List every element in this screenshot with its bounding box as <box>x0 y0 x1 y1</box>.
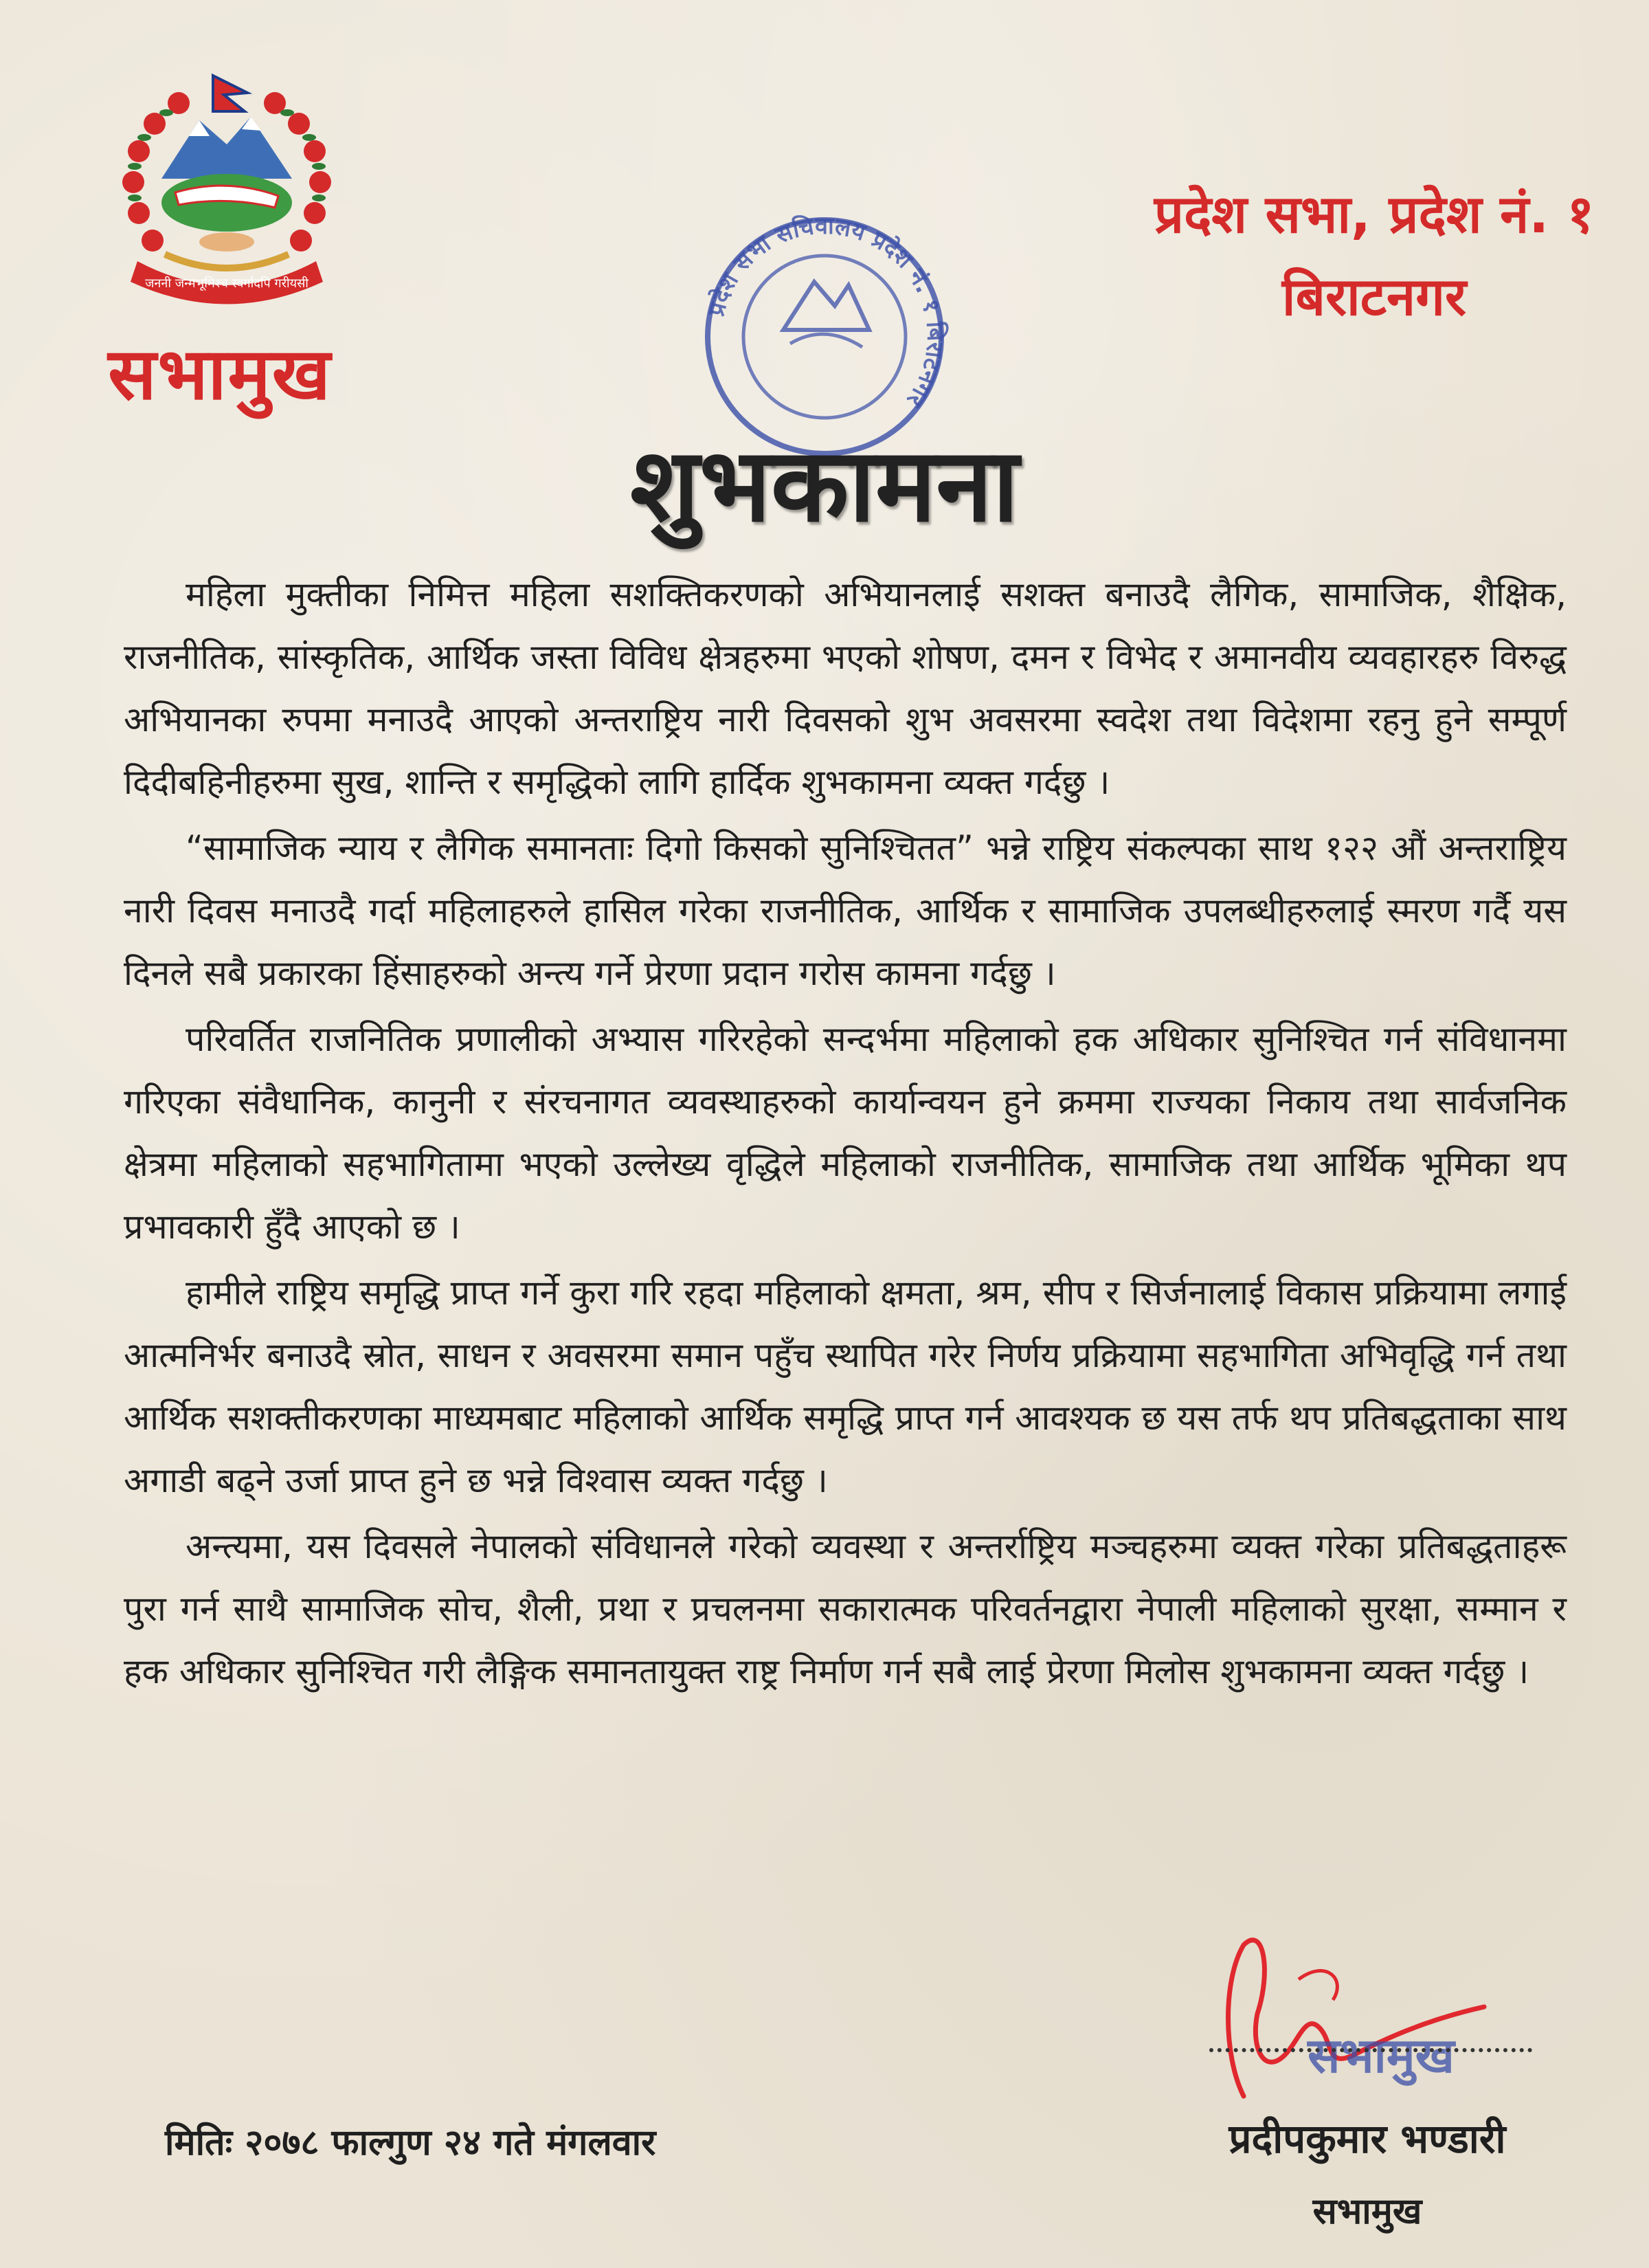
signature-stamp-text: सभामुख <box>1308 2027 1455 2084</box>
seal-text: प्रदेश सभा सचिवालय प्रदेश नं. १ बिराटनगर <box>702 212 950 412</box>
emblem-motto: जननी जन्मभूमिश्च स्वर्गादपि गरीयसी <box>145 276 309 291</box>
svg-text:प्रदेश सभा सचिवालय प्रदेश नं. <box>702 212 950 412</box>
nepal-emblem-icon <box>89 55 364 323</box>
office-location: बिराटनगर <box>1281 266 1467 327</box>
paragraph-3: परिवर्तित राजनितिक प्रणालीको अभ्यास गरिरहेको सन्दर्भमा महिलाको हक अधिकार सुनिश्चित गर्न संविधानमा गरिएका संवैधानिक, कानुनी र संरचनागत व्यवस्थाहरुको कार्यान्वयन हुने क्रममा राज्यका निकाय तथा सार्वजनिक क्षेत्रमा महिलाको सहभागितामा भएको उल्लेख्य वृद्धिले महिलाको राजनीतिक, सामाजिक तथा आर्थिक भूमिका थप प्रभावकारी हुँदै आएको छ । <box>124 1019 1567 1247</box>
letter-body <box>124 564 1567 1706</box>
paragraph-1: महिला मुक्तीका निमित्त महिला सशक्तिकरणको अभियानलाई सशक्त बनाउदै लैगिक, सामाजिक, शैक्षिक, राजनीतिक, सांस्कृतिक, आर्थिक जस्ता विविध क्षेत्रहरुमा भएको शोषण, दमन र विभेद र अमानवीय व्यवहारहरु विरुद्ध अभियानका रुपमा मनाउदै आएको अन्तराष्ट्रिय नारी दिवसको शुभ अवसरमा स्वदेश तथा विदेशमा रहनु हुने सम्पूर्ण दिदीबहिनीहरुमा सुख, शान्ति र समृद्धिको लागि हार्दिक शुभकामना व्यक्त गर्दछु । <box>124 575 1567 802</box>
signature-icon <box>1196 1917 1553 2124</box>
paragraph-4: हामीले राष्ट्रिय समृद्धि प्राप्त गर्ने कुरा गरि रहदा महिलाको क्षमता, श्रम, सीप र सिर्जनालाई विकास प्रक्रियामा लगाई आत्मनिर्भर बनाउदै स्रोत, साधन र अवसरमा समान पहुँच स्थापित गरेर निर्णय प्रक्रियामा सहभागिता अभिवृद्धि गर्न तथा आर्थिक सशक्तीकरणका माध्यमबाट महिलाको आर्थिक समृद्धि प्राप्त गर्न आवश्यक छ यस तर्फ थप प्रतिबद्धताका साथ अगाडी बढ्ने उर्जा प्राप्त हुने छ भन्ने विश्वास व्यक्त गर्दछु । <box>124 1273 1567 1500</box>
paragraph-5: अन्त्यमा, यस दिवसले नेपालको संविधानले गरेको व्यवस्था र अन्तर्राष्ट्रिय मञ्चहरुमा व्यक्त गरेका प्रतिबद्धताहरू पुरा गर्न साथै सामाजिक सोच, शैली, प्रथा र प्रचलनमा सकारात्मक परिवर्तनद्वारा नेपाली महिलाको सुरक्षा, सम्मान र हक अधिकार सुनिश्चित गरी लैङ्गिक समानतायुक्त राष्ट्र निर्माण गर्न सबै लाई प्रेरणा मिलोस शुभकामना व्यक्त गर्दछु । <box>124 1526 1567 1691</box>
paragraph-2: “सामाजिक न्याय र लैगिक समानताः दिगो किसको सुनिश्चितत” भन्ने राष्ट्रिय संकल्पका साथ १२२ औं अन्तराष्ट्रिय नारी दिवस मनाउदै गर्दा महिलाहरुले हासिल गरेका राजनीतिक, आर्थिक र सामाजिक उपलब्धीहरुलाई स्मरण गर्दै यस दिनले सबै प्रकारका हिंसाहरुको अन्त्य गर्ने प्रेरणा प्रदान गरोस कामना गर्दछु । <box>124 828 1567 993</box>
page-title: शुभकामना <box>630 426 1019 544</box>
signature-line <box>1209 2048 1532 2052</box>
office-title: प्रदेश सभा, प्रदेश नं. १ <box>1154 184 1595 245</box>
designation-heading: सभामुख <box>108 332 332 416</box>
signatory-name: प्रदीपकुमार भण्डारी <box>1229 2115 1506 2162</box>
signatory-title: सभामुख <box>1312 2191 1422 2232</box>
date-line: मितिः २०७८ फाल्गुण २४ गते मंगलवार <box>165 2122 656 2164</box>
